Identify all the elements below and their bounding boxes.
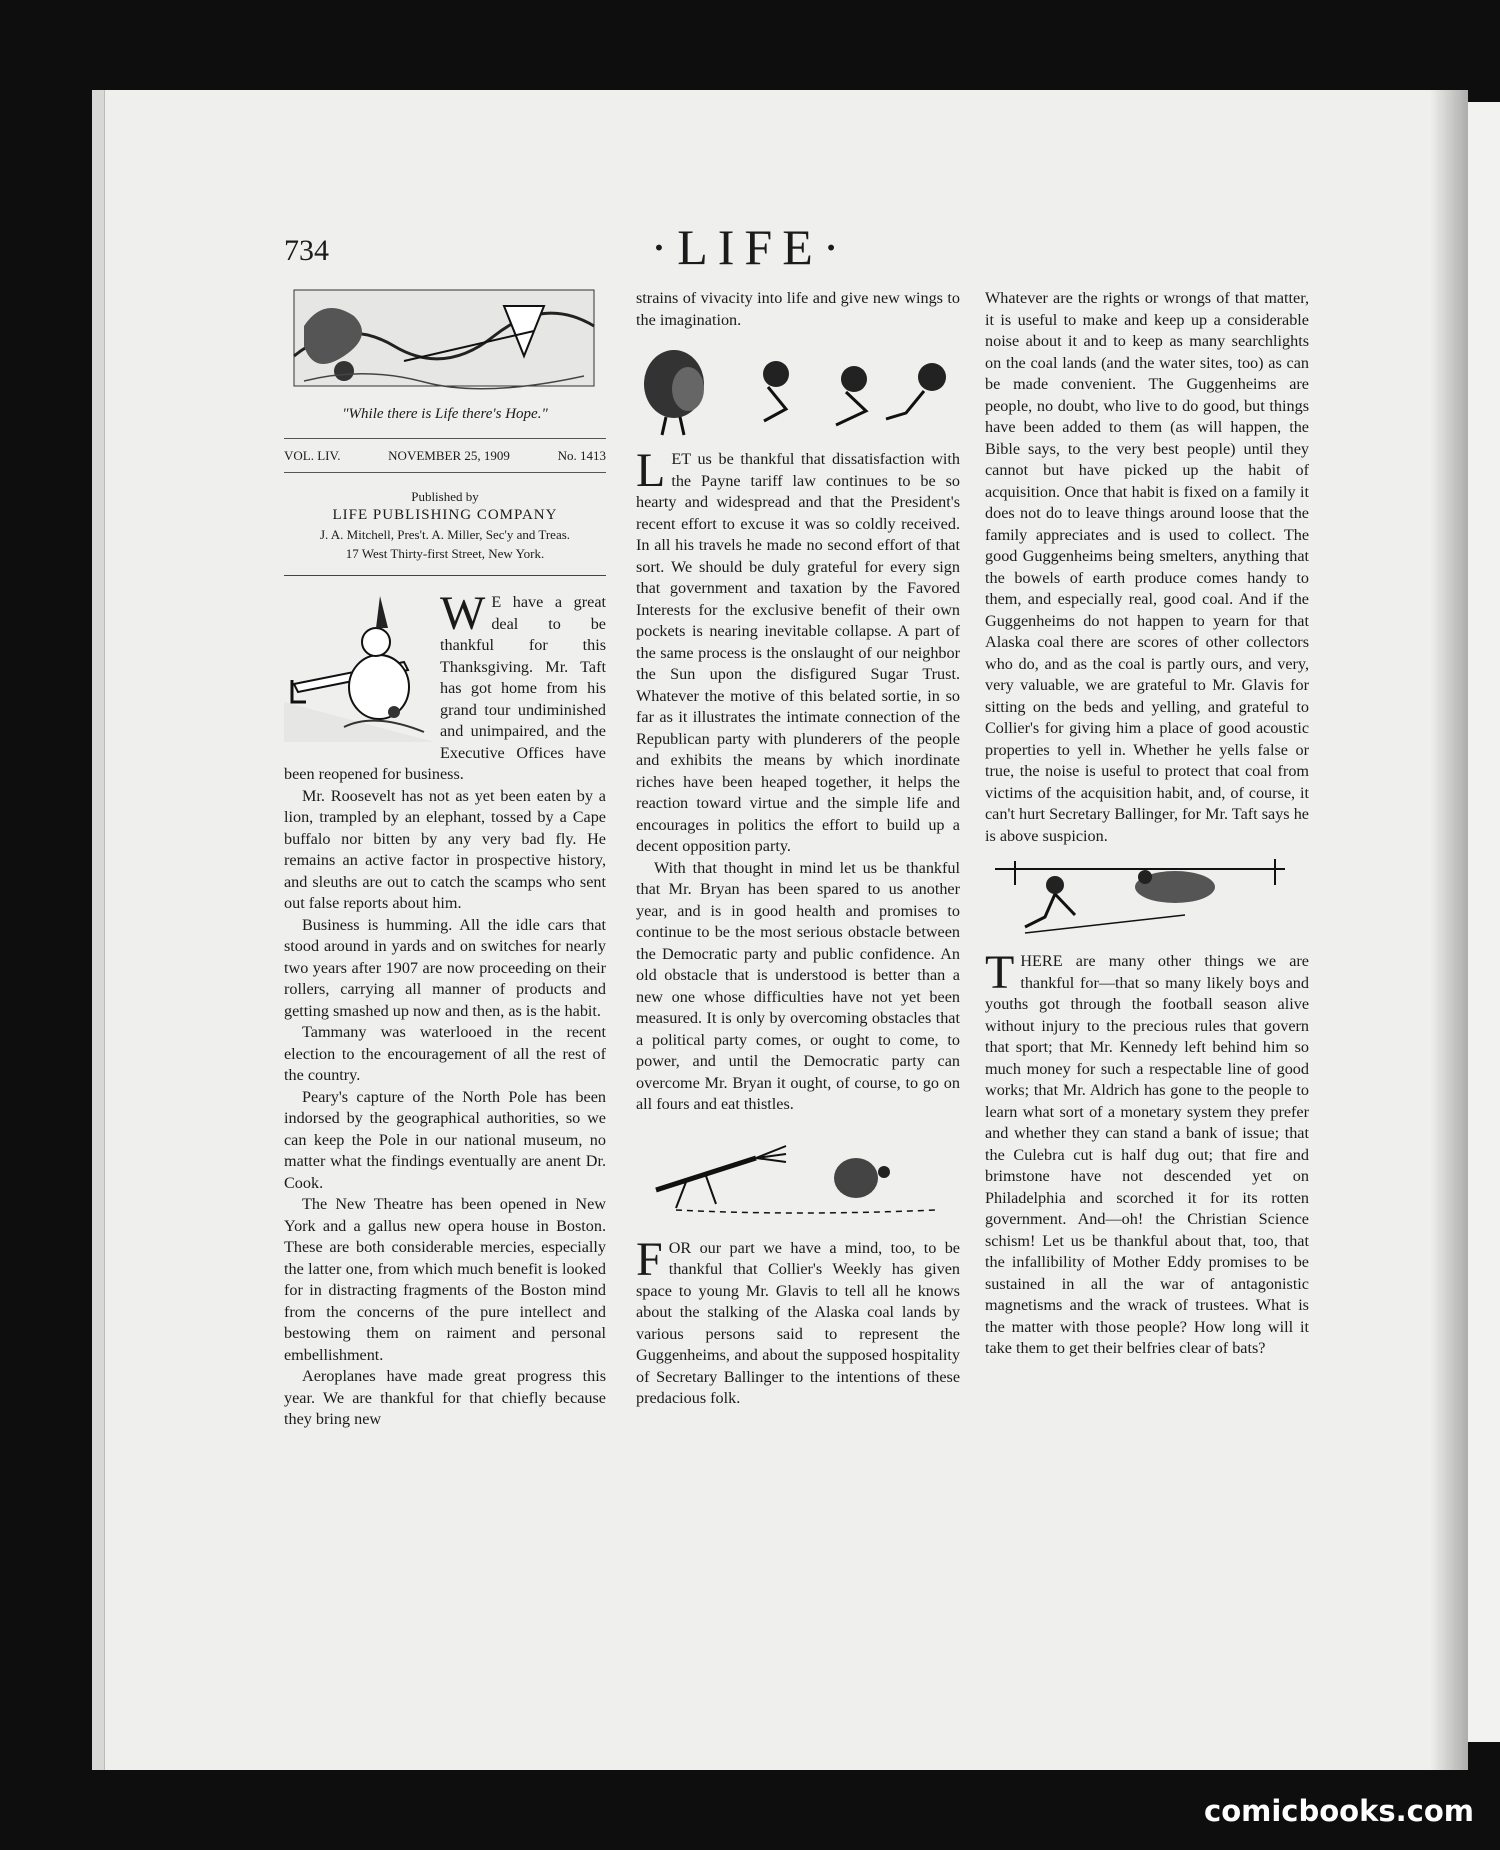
page-number: 734 (284, 234, 329, 267)
issue-number: No. 1413 (557, 447, 606, 463)
dropcap-f: F (636, 1232, 663, 1286)
football-illustration (985, 855, 1309, 939)
publisher-name: LIFE PUBLISHING COMPANY (332, 507, 558, 523)
publisher-info (284, 487, 606, 563)
dropcap-t: T (985, 946, 1015, 999)
col1-paragraph-7: Aeroplanes have made great progress this year. We are thankful for that chiefly because they bring new (284, 1367, 606, 1428)
column-2 (636, 288, 960, 1410)
dropcap-w: W (440, 587, 486, 640)
publisher-officers: J. A. Mitchell, Pres't. A. Miller, Sec'y and Treas. (319, 527, 571, 542)
column-3 (985, 288, 1309, 1360)
motto: "While there is Life there's Hope." (342, 406, 548, 422)
indian-chief-illustration (284, 592, 434, 742)
dropcap-l: L (636, 444, 666, 497)
col1-paragraph-3: Business is humming. All the idle cars that stood around in yards and on switches for nearly two years after 1907 are now proceeding on their rollers, carrying all manner of products and getting smashed up now and then, as is the habit. (284, 915, 606, 1020)
site-watermark: comicbooks.com (1204, 1794, 1474, 1828)
col2-paragraph-1: ET us be thankful that dissatisfaction with the Payne tariff law continues to be so hearty and widespread and that the President's recent effort to excuse it was so coldly received. In all his travels he made no second effort of that sort. We should be duly grateful for every sign that government and taxation by the Favored Interests for the exclusive benefit of their own pockets is nearing inevitable collapse. A part of the same process is the onslaught of our neighbor the Sun upon the disfigured Sugar Trust. Whatever the motive of this belated sortie, in so far as it illustrates the intimate connection of the Republican party with plunderers of the people and exhibits the means by which inordinate riches have been heaped together, it helps the reaction toward virtue and the simple life and encourages in politics the effort to build up a decent opposition party. (636, 450, 960, 855)
column-1 (284, 286, 606, 1431)
col2-paragraph-2: With that thought in mind let us be thankful that Mr. Bryan has been spared to us another year, and is in good health and promises to continue to be the most serious obstacle between the Democratic party and public confidence. An old obstacle that is understood is better than a new one whose difficulties have not yet been measured. It is only by overcoming obstacles that a political party comes, or ought to come, to power, and until the Democratic party can overcome Mr. Bryan it ought, of course, to go on all fours and eat thistles. (636, 858, 960, 1113)
volume: VOL. LIV. (284, 447, 341, 463)
col1-paragraph-5: Peary's capture of the North Pole has been indorsed by the geographical authorities, so we can keep the Pole in our national museum, no matter what the findings eventually are anent Dr. Cook. (284, 1087, 606, 1192)
turkey-and-children-illustration (636, 339, 960, 439)
issue-date: NOVEMBER 25, 1909 (388, 447, 510, 463)
col1-paragraph-6: The New Theatre has been opened in New York and a gallus new opera house in Boston. These are both considerable mercies, especially the latter one, from which much benefit is looked for in distracting fragments of the Boston mind from the concerns of the pure intellect and bestowing them on raiment and personal embellishment. (284, 1195, 606, 1364)
col1-paragraph-1: E have a great deal to be thankful for this Thanksgiving. Mr. Taft has got home from his grand tour undiminished and unimpaired, and the Executive Offices have been reopened for business. (284, 593, 606, 783)
col1-paragraph-2: Mr. Roosevelt has not as yet been eaten by a lion, trampled by an elephant, tossed by a Cape buffalo nor bitten by any very bad fly. He remains an active factor in prospective history, and sleuths are out to catch the scamps who sent out false reports about him. (284, 786, 606, 912)
col2-continuation: strains of vivacity into life and give new wings to the imagination. (636, 289, 960, 329)
issue-line (284, 438, 606, 474)
page-binding-edge (92, 90, 105, 1770)
publisher-address: 17 West Thirty-first Street, New York. (345, 546, 545, 561)
masthead-illustration (284, 286, 606, 396)
fork-and-turkey-illustration (636, 1138, 960, 1228)
col3-paragraph-2: HERE are many other things we are thankful for—that so many likely boys and youths got through the football season alive without injury to the precious rules that govern that sport; that Mr. Kennedy left behind him so much money for such a respectable line of good works; that Mr. Aldrich has gone to the people to learn what sort of a monetary system they prefer and whether they can stand a bank of issue; that the Culebra cut is half dug out; that fire and brimstone have not descended yet on Philadelphia and scorched it for its rotten government. And—oh! the Christian Science schism! Let us be thankful about that, too, that the infallibility of Mother Eddy promises to be sustained in all the war of antagonistic magnetisms and the wrack of trustees. What is the matter with those people? How long will it take them to get their belfries clear of bats? (985, 952, 1309, 1357)
col1-paragraph-4: Tammany was waterlooed in the recent election to the encouragement of all the rest of the country. (284, 1023, 606, 1084)
divider (284, 575, 606, 576)
published-by: Published by (411, 489, 479, 504)
masthead-title: ·LIFE· (650, 219, 850, 275)
col3-paragraph-1: Whatever are the rights or wrongs of that matter, it is useful to make and keep up a considerable noise about it and to keep as many searchlights on the coal lands (and the water sites, too) as can be made convenient. The Guggenheims are people, no doubt, who live to do good, but things have been added to them (as will happen, the Bible says, to the very best people) until they cannot but have picked up the habit of acquisition. Once that habit is fixed on a family it does not do to leave things around loose that the family appreciates and is used to collect. The good Guggenheims being smelters, anything that the bowels of earth produce comes handy to them, and especially real, good coal. And if the Guggenheims do not happen to yearn for that Alaska coal there are scores of other collectors who do, and as the coal is partly ours, and very, very valuable, we are grateful to Mr. Glavis for sitting on the beds and yelling, and grateful to Collier's for giving him a place of good acoustic properties to yell in. Whether he yells false or true, the noise is useful to protect that coal from victims of the acquisition habit, and, of course, it can't hurt Secretary Ballinger, for Mr. Taft says he is above suspicion. (985, 289, 1309, 845)
col2-paragraph-3: OR our part we have a mind, too, to be thankful that Collier's Weekly has given space to young Mr. Glavis to tell all he knows about the stalking of the Alaska coal lands by various persons said to represent the Guggenheims, and about the supposed hospitality of Secretary Ballinger to the intentions of these predacious folk. (636, 1238, 960, 1407)
